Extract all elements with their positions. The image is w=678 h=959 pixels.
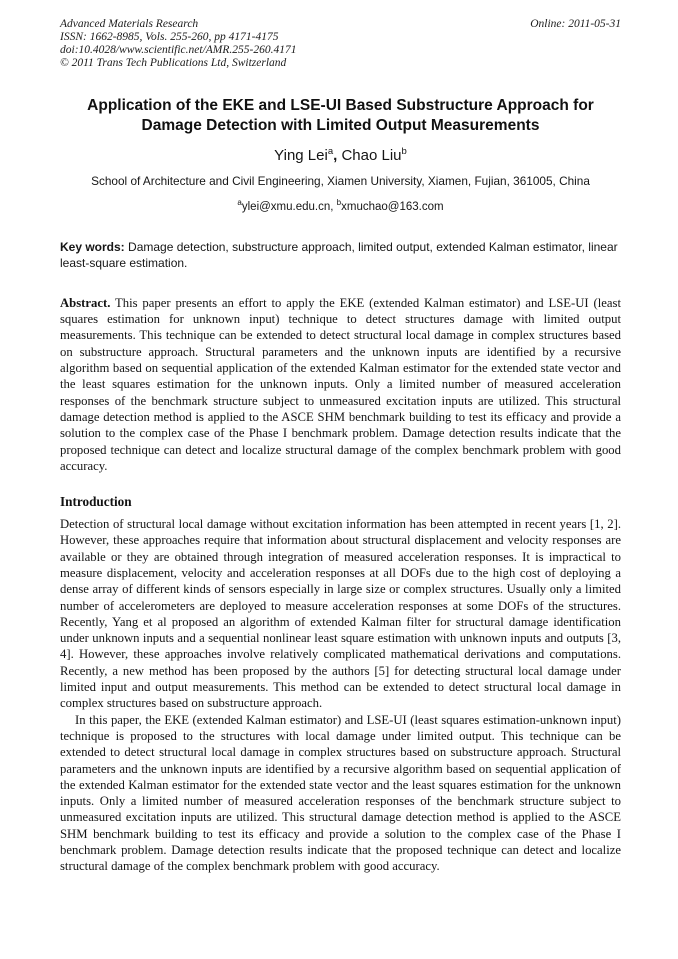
journal-doi: doi:10.4028/www.scientific.net/AMR.255-260.4171 xyxy=(60,44,297,56)
abstract-block xyxy=(60,295,621,474)
online-date: Online: 2011-05-31 xyxy=(530,18,621,30)
introduction-heading: Introduction xyxy=(60,494,132,510)
email-address-1: ylei@xmu.edu.cn xyxy=(241,200,331,213)
keywords-text: Damage detection, substructure approach, limited output, extended Kalman estimator, linear least-square estimation. xyxy=(60,239,618,270)
abstract-text: This paper presents an effort to apply the EKE (extended Kalman estimator) and LSE-UI (least squares estimation for unknown input) technique to detect structures damage with limited output measurements. This technique can be extended to detect structural local damage in complex structures based on substructure approach. Structural parameters and the unknown inputs are identified by a recursive algorithm based on sequential application of the extended Kalman estimator for the extended state vector and the least squares estimation for the unknown inputs. Only a limited number of measured acceleration responses of the benchmark structure subject to unmeasured excitation inputs are utilized. This structural damage detection method is applied to the ASCE SHM benchmark building to test its efficacy and provide a solution to the complex case of the Phase I benchmark problem. Damage detection results indicate that the proposed technique can detect and localize structural damage of the complex benchmark problem with good accuracy. xyxy=(60,295,621,473)
emails-line xyxy=(60,198,621,213)
keywords-label: Key words: xyxy=(60,239,125,254)
author-name-1: Ying Lei xyxy=(274,147,328,164)
journal-header xyxy=(60,18,621,70)
abstract-label: Abstract. xyxy=(60,295,111,310)
author-sup-1: a xyxy=(327,146,334,157)
affiliation-line: School of Architecture and Civil Engineering, Xiamen University, Xiamen, Fujian, 361005, China xyxy=(91,174,590,188)
introduction-paragraph-2: In this paper, the EKE (extended Kalman estimator) and LSE-UI (least squares estimation-unknown input) technique is proposed to the structures with local damage under limited output. This technique can be extended to detect structural local damage in complex structures based on substructure approach. Structural parameters and the unknown inputs are identified by a recursive algorithm based on sequential application of the extended Kalman estimator for the extended state vector and the least squares estimation for the unknown inputs. Only a limited number of measured acceleration responses of the benchmark structure subject to unmeasured excitation inputs are utilized. This structural damage detection method is applied to the ASCE SHM benchmark building to test its efficacy and provide a solution to the complex case of the Phase I benchmark problem. Damage detection results indicate that the proposed technique can detect and localize structural damage of the complex benchmark problem with good accuracy. xyxy=(60,712,621,874)
introduction-paragraph-1: Detection of structural local damage without excitation information has been attempted in recent years [1, 2]. However, these approaches require that information about structural displacement and velocity responses are available or they are obtained through integration of measured acceleration responses. It is impractical to measure displacement, velocity and acceleration responses at all DOFs due to the high cost of deploying a dense array of different kinds of sensors especially in large size or complex structures. Usually only a limited number of accelerometers are deployed to measure acceleration responses at some DOFs of the structures. Recently, Yang et al proposed an algorithm of extended Kalman filter for structural damage identification under unknown inputs and a sequential nonlinear least square estimation with unknown inputs and outputs [3, 4]. However, these approaches involve relatively complicated mathematical derivations and computations. Recently, a new method has been proposed by the authors [5] for detecting structural local damage under limited input and output measurements. This method can be extended to detect structural local damage in complex structures based on substructure approach. xyxy=(60,517,621,711)
paper-title: Application of the EKE and LSE-UI Based Substructure Approach for Damage Detection with Limited Output Measurements xyxy=(87,97,594,134)
email-sup-1: a xyxy=(237,198,242,207)
journal-issn: ISSN: 1662-8985, Vols. 255-260, pp 4171-4175 xyxy=(60,31,279,43)
journal-name: Advanced Materials Research xyxy=(60,18,199,30)
authors-line xyxy=(60,146,621,164)
authors-separator: , xyxy=(333,147,342,164)
email-sup-2: b xyxy=(336,198,342,207)
author-sup-2: b xyxy=(401,146,407,157)
introduction-body xyxy=(60,516,621,875)
emails-separator: , xyxy=(330,200,337,213)
email-address-2: xmuchao@163.com xyxy=(341,200,444,213)
journal-copyright: © 2011 Trans Tech Publications Ltd, Switzerland xyxy=(60,57,287,69)
keywords-block xyxy=(60,239,621,271)
author-name-2: Chao Liu xyxy=(341,147,402,164)
journal-header-row xyxy=(60,18,621,31)
